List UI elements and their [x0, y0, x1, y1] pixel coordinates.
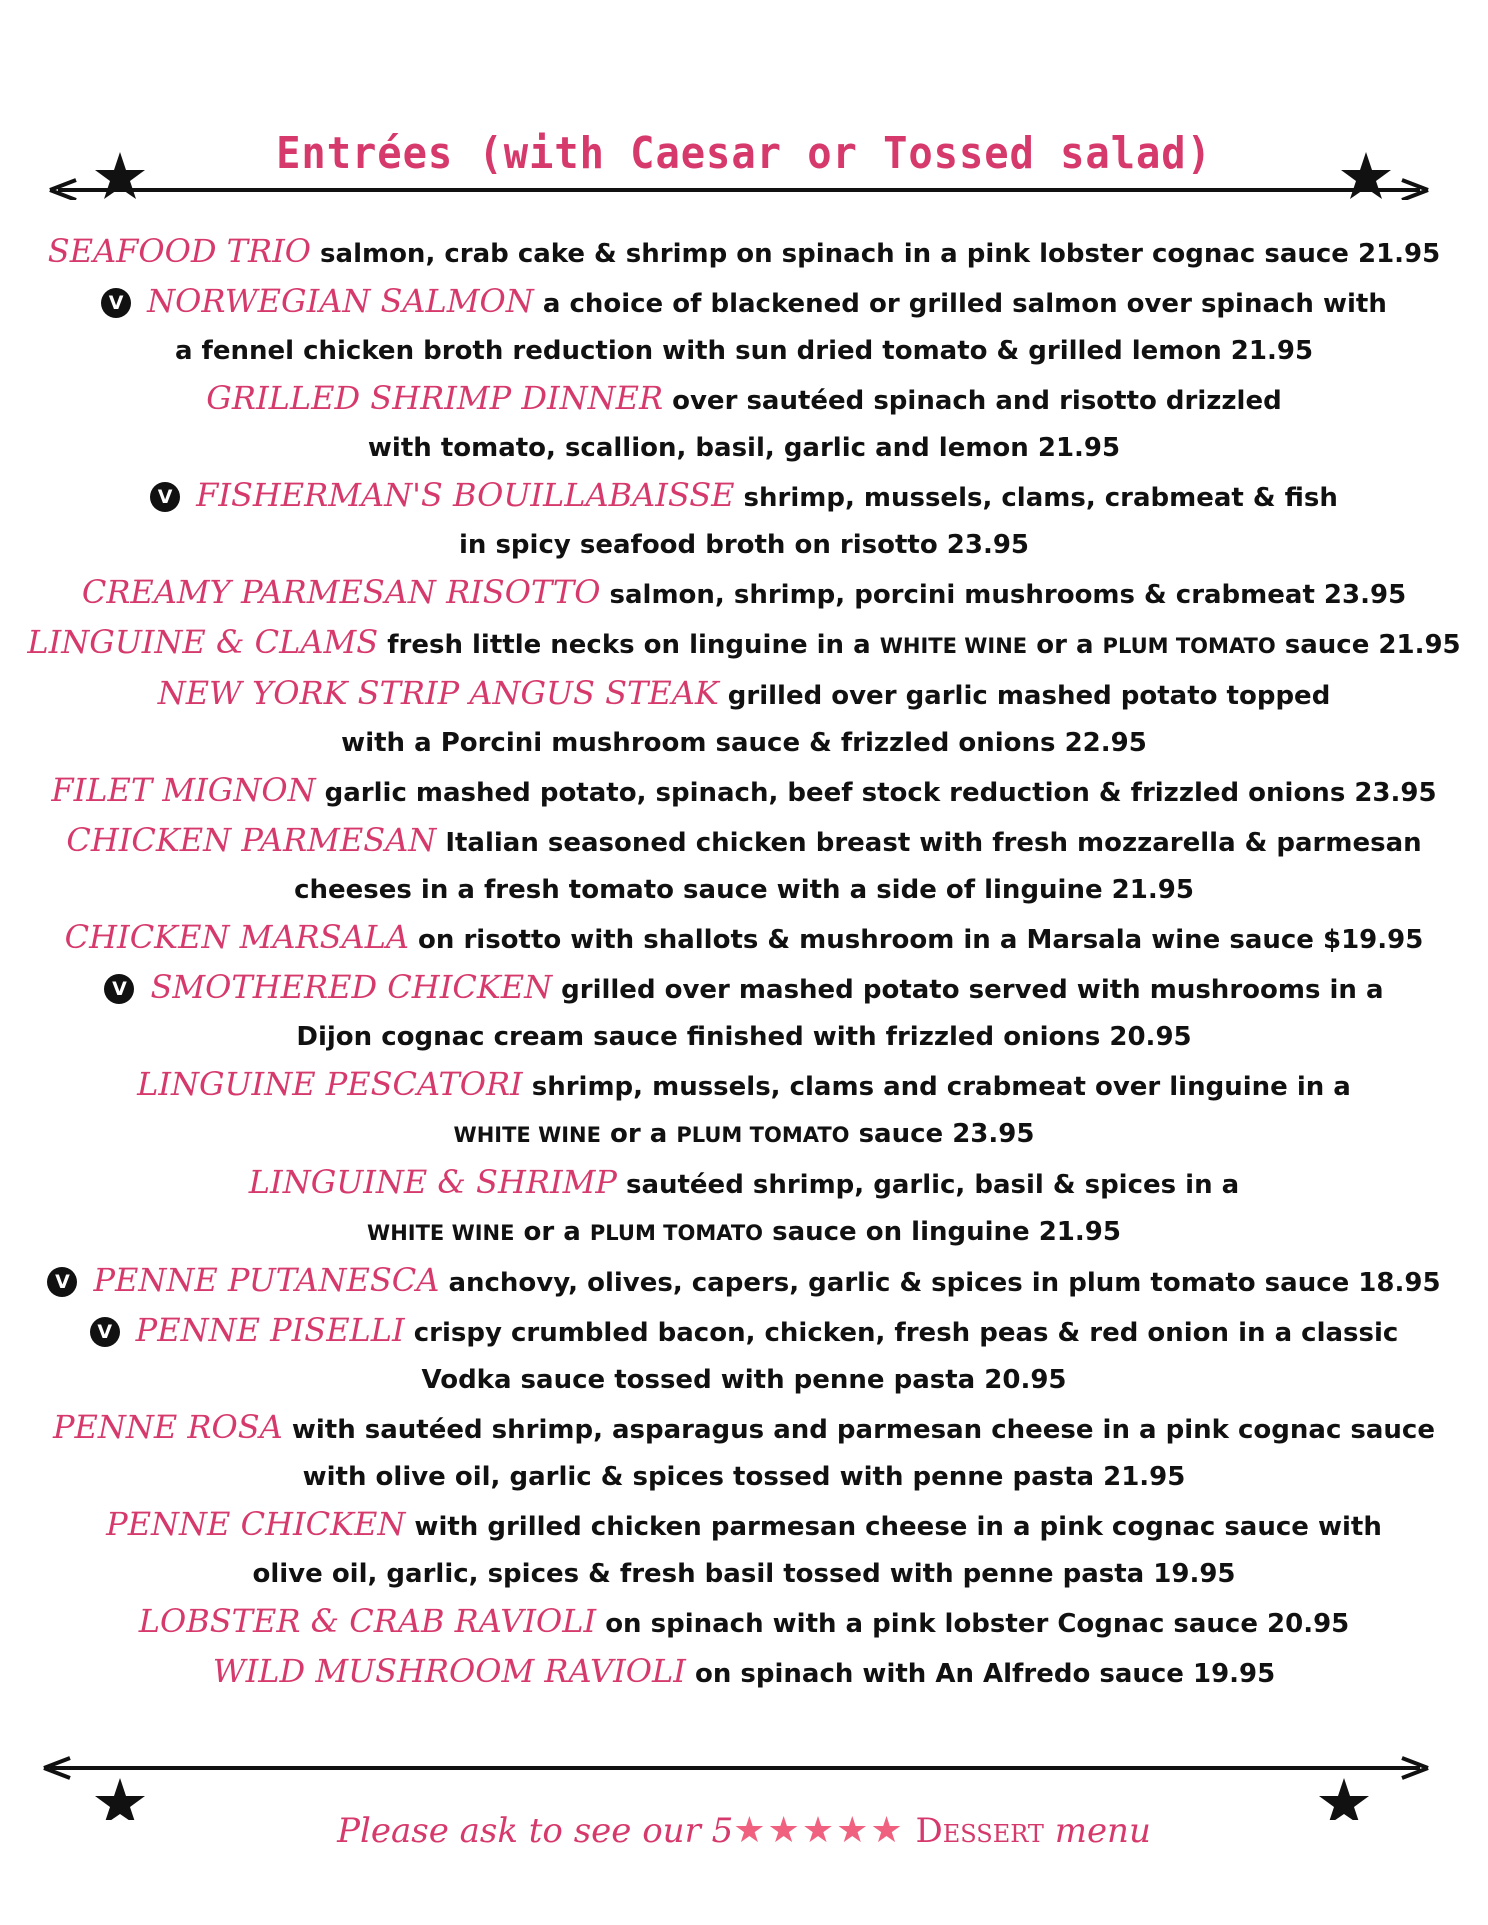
menu-item-description: a choice of blackened or grilled salmon over spinach with [542, 289, 1387, 319]
top-divider [0, 140, 1488, 200]
rating-stars-icon: ★★★★★ [733, 1810, 905, 1851]
menu-item [0, 670, 1488, 720]
menu-item [0, 278, 1488, 328]
menu-item-continuation [0, 867, 1488, 914]
menu-item [0, 228, 1488, 278]
menu-item-description: cheeses in a fresh tomato sauce with a side of linguine 21.95 [294, 875, 1194, 905]
menu-item-name: NORWEGIAN SALMON [147, 282, 534, 320]
menu-item-description: sauce 23.95 [849, 1119, 1035, 1149]
menu-item [0, 817, 1488, 867]
menu-item [0, 1404, 1488, 1454]
menu-item-continuation [0, 1014, 1488, 1061]
menu-item-description: Italian seasoned chicken breast with fresh mozzarella & parmesan [445, 828, 1422, 858]
menu-item-continuation [0, 1209, 1488, 1257]
menu-item-description: a fennel chicken broth reduction with sun dried tomato & grilled lemon 21.95 [174, 336, 1314, 366]
menu-item-description: sauce on linguine 21.95 [763, 1217, 1121, 1247]
dessert-star-count: 5 [711, 1811, 734, 1851]
menu-item-continuation [0, 1111, 1488, 1159]
menu-item-description: crispy crumbled bacon, chicken, fresh peas & red onion in a classic [413, 1318, 1399, 1348]
menu-item-continuation [0, 425, 1488, 472]
menu-item [0, 1307, 1488, 1357]
menu-item-name: FILET MIGNON [51, 771, 316, 809]
menu-item-description: sautéed shrimp, garlic, basil & spices in a [625, 1170, 1240, 1200]
menu-item-continuation [0, 720, 1488, 767]
menu-item [0, 472, 1488, 522]
vegetarian-icon: V [104, 974, 134, 1004]
menu-item-name: GRILLED SHRIMP DINNER [206, 379, 664, 417]
menu-item-name: PENNE CHICKEN [106, 1505, 406, 1543]
sauce-option: PLUM TOMATO [589, 1221, 764, 1245]
vegetarian-icon: V [101, 288, 131, 318]
menu-item [0, 1061, 1488, 1111]
sauce-option: WHITE WINE [367, 1221, 515, 1245]
sauce-option: WHITE WINE [453, 1123, 601, 1147]
menu-item-name: PENNE PUTANESCA [93, 1261, 440, 1299]
dessert-note [0, 1810, 1488, 1851]
menu-item-description: in spicy seafood broth on risotto 23.95 [458, 530, 1030, 560]
menu-item [0, 1598, 1488, 1648]
sauce-option: PLUM TOMATO [1102, 634, 1276, 658]
menu-item-name: PENNE ROSA [53, 1408, 283, 1446]
menu-item-description: on spinach with An Alfredo sauce 19.95 [694, 1659, 1276, 1689]
menu-item-description: with a Porcini mushroom sauce & frizzled onions 22.95 [341, 728, 1147, 758]
menu-item-description: over sautéed spinach and risotto drizzled [672, 386, 1282, 416]
dessert-word: Dessert [915, 1811, 1044, 1851]
menu-item [0, 1257, 1488, 1307]
menu-item-description: with tomato, scallion, basil, garlic and lemon 21.95 [367, 433, 1121, 463]
menu-item [0, 914, 1488, 964]
menu-item [0, 619, 1488, 670]
menu-item-continuation [0, 1454, 1488, 1501]
menu-item-description: salmon, shrimp, porcini mushrooms & crabmeat 23.95 [609, 580, 1407, 610]
menu-item-description: Dijon cognac cream sauce finished with frizzled onions 20.95 [296, 1022, 1192, 1052]
menu-item-name: FISHERMAN'S BOUILLABAISSE [196, 476, 735, 514]
menu-item-name: SEAFOOD TRIO [47, 232, 311, 270]
page-title: Entrées (with Caesar or Tossed salad) [276, 128, 1212, 179]
sauce-option: WHITE WINE [879, 634, 1028, 658]
menu-item-continuation [0, 522, 1488, 569]
menu-item-description: olive oil, garlic, spices & fresh basil tossed with penne pasta 19.95 [252, 1559, 1236, 1589]
menu-item-name: WILD MUSHROOM RAVIOLI [212, 1652, 686, 1690]
entrees-menu [0, 228, 1488, 1698]
menu-item-continuation [0, 1357, 1488, 1404]
menu-item [0, 375, 1488, 425]
menu-item-name: CHICKEN MARSALA [64, 918, 409, 956]
menu-item-description: or a [514, 1217, 590, 1247]
menu-item-continuation [0, 1551, 1488, 1598]
menu-item [0, 1159, 1488, 1209]
menu-item-description: with olive oil, garlic & spices tossed with penne pasta 21.95 [302, 1462, 1186, 1492]
menu-item-description: sauce 21.95 [1275, 630, 1461, 660]
vegetarian-icon: V [150, 482, 180, 512]
menu-item [0, 1648, 1488, 1698]
menu-item-name: PENNE PISELLI [135, 1311, 405, 1349]
menu-item-name: CHICKEN PARMESAN [66, 821, 437, 859]
menu-item [0, 767, 1488, 817]
menu-item-name: LINGUINE & CLAMS [27, 623, 379, 661]
vegetarian-icon: V [90, 1317, 120, 1347]
menu-item-continuation [0, 328, 1488, 375]
menu-item-description: anchovy, olives, capers, garlic & spices in plum tomato sauce 18.95 [448, 1268, 1441, 1298]
menu-item-description: or a [600, 1119, 677, 1149]
menu-item [0, 1501, 1488, 1551]
dessert-note-suffix: menu [1043, 1811, 1151, 1851]
menu-item [0, 569, 1488, 619]
dessert-note-prefix: Please ask to see our [337, 1811, 712, 1851]
menu-item-description: Vodka sauce tossed with penne pasta 20.95 [421, 1365, 1067, 1395]
sauce-option: PLUM TOMATO [676, 1123, 850, 1147]
menu-item-description: or a [1027, 630, 1103, 660]
menu-item-name: CREAMY PARMESAN RISOTTO [81, 573, 601, 611]
menu-item-description: grilled over garlic mashed potato topped [727, 681, 1331, 711]
menu-item-name: LINGUINE PESCATORI [137, 1065, 523, 1103]
vegetarian-icon: V [47, 1267, 77, 1297]
menu-item-description: garlic mashed potato, spinach, beef stock reduction & frizzled onions 23.95 [324, 778, 1437, 808]
menu-item-description: on risotto with shallots & mushroom in a Marsala wine sauce $19.95 [418, 925, 1424, 955]
menu-item-description: salmon, crab cake & shrimp on spinach in a pink lobster cognac sauce 21.95 [320, 239, 1441, 269]
menu-item-description: with grilled chicken parmesan cheese in a pink cognac sauce with [414, 1512, 1382, 1542]
menu-item-description: with sautéed shrimp, asparagus and parmesan cheese in a pink cognac sauce [291, 1415, 1435, 1445]
menu-item-description: grilled over mashed potato served with mushrooms in a [561, 975, 1384, 1005]
menu-item-name: NEW YORK STRIP ANGUS STEAK [157, 674, 719, 712]
menu-item-name: LINGUINE & SHRIMP [248, 1163, 617, 1201]
menu-item [0, 964, 1488, 1014]
menu-item-description: fresh little necks on linguine in a [387, 630, 880, 660]
menu-item-description: on spinach with a pink lobster Cognac sauce 20.95 [605, 1609, 1350, 1639]
menu-item-description: shrimp, mussels, clams and crabmeat over linguine in a [531, 1072, 1351, 1102]
menu-item-name: SMOTHERED CHICKEN [150, 968, 553, 1006]
menu-item-name: LOBSTER & CRAB RAVIOLI [138, 1602, 597, 1640]
menu-item-description: shrimp, mussels, clams, crabmeat & fish [743, 483, 1338, 513]
